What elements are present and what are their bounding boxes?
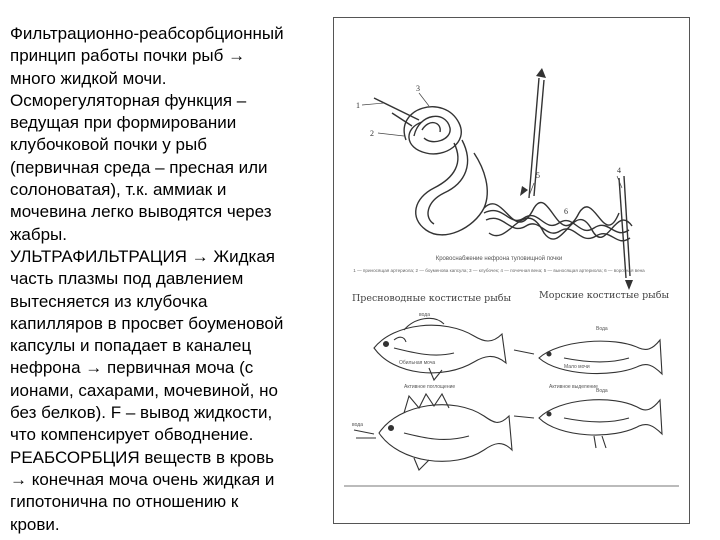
fish-label: Обильная моча — [399, 360, 436, 366]
nephron-label: 2 — [370, 129, 374, 138]
renal-vein — [529, 78, 539, 198]
text-line: часть плазмы под давлением — [10, 269, 244, 289]
text-line: УЛЬТРАФИЛЬТРАЦИЯ → Жидкая — [10, 246, 275, 266]
text-line: (первичная среда – пресная или — [10, 157, 268, 177]
text-line: РЕАБСОРБЦИЯ веществ в кровь — [10, 447, 274, 467]
nephron-label: 4 — [617, 166, 621, 175]
scanned-figure — [333, 17, 690, 524]
text-line: Фильтрационно-реабсорбционный — [10, 24, 284, 43]
nephron-label: 1 — [356, 101, 360, 110]
fish-label: Активное выделение — [549, 384, 598, 390]
nephron-diagram — [334, 18, 689, 523]
text-line: капилляров в просвет боуменовой — [10, 313, 284, 333]
text-line: много жидкой мочи. — [10, 68, 167, 88]
collecting-duct — [484, 211, 629, 233]
slide-text — [10, 23, 325, 536]
text-line: крови. — [10, 514, 60, 534]
text-line: принцип работы почки рыб → — [10, 46, 246, 66]
fish-label: Активное поглощение — [404, 384, 456, 390]
text-line: мочевина легко выводятся через — [10, 202, 272, 222]
freshwater-heading: Пресноводные костистые рыбы — [352, 293, 512, 304]
nephron-legend: 1 — приносящая артериола; 2 — боуменова капсула; 3 — клубочек; 4 — почечная вена; 5 — выносящая артериола; 6 — воротная вена — [353, 268, 645, 273]
text-line: нефрона → первичная моча (с — [10, 358, 254, 378]
text-line: → конечная моча очень жидкая и — [10, 469, 275, 489]
marine-fish-bottom — [514, 400, 662, 448]
text-line: капсулы и попадает в каналец — [10, 336, 252, 356]
freshwater-fish-bottom — [354, 394, 512, 470]
arrow-icon — [536, 68, 546, 78]
fish-label: вода — [419, 312, 430, 318]
text-line: гипотонична по отношению к — [10, 492, 239, 512]
text-line: ионами, сахарами, мочевиной, но — [10, 380, 278, 400]
nephron-label: 5 — [536, 171, 540, 180]
text-line: вытесняется из клубочка — [10, 291, 208, 311]
fish-label: Мало мочи — [564, 364, 590, 370]
nephron-label: 3 — [416, 84, 420, 93]
text-line: солоноватая), т.к. аммиак и — [10, 180, 227, 200]
fish-label: Вода — [596, 326, 608, 332]
text-line: что компенсирует обводнение. — [10, 425, 254, 445]
bowman-capsule — [404, 107, 461, 154]
text-line: жабры. — [10, 224, 67, 244]
fish-label: вода — [352, 422, 363, 428]
marine-heading: Морские костистые рыбы — [539, 290, 670, 301]
text-line: Осморегуляторная функция – — [10, 90, 247, 110]
fish-label: Вода — [596, 388, 608, 394]
text-line: без белков). F – вывод жидкости, — [10, 403, 273, 423]
arrow-icon — [520, 186, 528, 196]
text-line: клубочковой почки у рыб — [10, 135, 207, 155]
nephron-caption: Кровоснабжение нефрона туловищной почки — [435, 256, 563, 262]
text-line: ведущая при формировании — [10, 113, 237, 133]
nephron-label: 6 — [564, 207, 568, 216]
freshwater-fish-top — [374, 318, 506, 380]
arrow-icon — [625, 280, 633, 290]
